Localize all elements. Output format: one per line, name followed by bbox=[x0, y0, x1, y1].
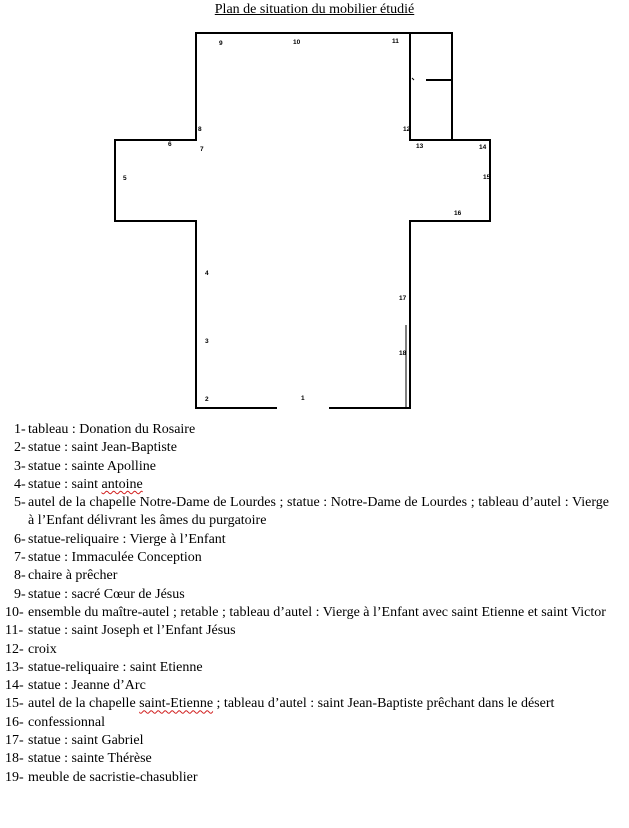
marker-13: 13 bbox=[416, 143, 424, 150]
marker-3: 3 bbox=[205, 338, 209, 345]
legend-item: 3- statue : sainte Apolline bbox=[14, 458, 156, 474]
legend-list bbox=[0, 421, 629, 787]
marker-4: 4 bbox=[205, 270, 209, 277]
legend-item: 10- ensemble du maître-autel ; retable ; tableau d’autel : Vierge à l’Enfant avec saint Etienne et saint Victor bbox=[5, 604, 606, 620]
legend-item: 12- croix bbox=[5, 641, 57, 657]
sacristy-annex bbox=[410, 33, 452, 140]
marker-10: 10 bbox=[293, 39, 301, 46]
legend-item: 14- statue : Jeanne d’Arc bbox=[5, 678, 146, 694]
marker-8: 8 bbox=[198, 126, 202, 133]
sacristy-door-tick bbox=[412, 78, 414, 80]
legend-item: 15- autel de la chapelle saint-Etienne ; tableau d’autel : saint Jean-Baptiste prêchant dans le désert bbox=[5, 696, 555, 712]
marker-17: 17 bbox=[399, 295, 407, 302]
legend-item: 1- tableau : Donation du Rosaire bbox=[14, 422, 196, 437]
spellcheck-flagged-word: antoine bbox=[101, 476, 143, 492]
marker-2: 2 bbox=[205, 396, 209, 403]
legend-item: 13- statue-reliquaire : saint Etienne bbox=[5, 659, 203, 675]
marker-16: 16 bbox=[454, 210, 462, 217]
marker-6: 6 bbox=[168, 141, 172, 148]
spellcheck-flagged-word: saint-Etienne bbox=[139, 696, 214, 712]
church-outline bbox=[115, 33, 490, 408]
legend-item: 18- statue : sainte Thérèse bbox=[5, 751, 152, 767]
legend-item: 11- statue : saint Joseph et l’Enfant Jésus bbox=[5, 623, 236, 639]
marker-1: 1 bbox=[301, 395, 305, 402]
marker-14: 14 bbox=[479, 144, 487, 151]
legend-item: 9- statue : sacré Cœur de Jésus bbox=[14, 586, 185, 602]
legend-item: 7- statue : Immaculée Conception bbox=[14, 550, 202, 566]
marker-12: 12 bbox=[403, 126, 411, 133]
legend-item: 4- statue : saint antoine bbox=[14, 476, 143, 492]
marker-9: 9 bbox=[219, 40, 223, 47]
legend-item: 5- autel de la chapelle Notre-Dame de Lourdes ; statue : Notre-Dame de Lourdes ; tableau d’autel : Vierge à l’Enfant délivrant les âmes du purgatoire bbox=[14, 495, 609, 529]
legend-item: 8- chaire à prêcher bbox=[14, 568, 118, 584]
marker-18: 18 bbox=[399, 350, 407, 357]
legend-item: 17- statue : saint Gabriel bbox=[5, 733, 144, 749]
legend-item: 16- confessionnal bbox=[5, 714, 105, 730]
marker-5: 5 bbox=[123, 175, 127, 182]
page-title: Plan de situation du mobilier étudié bbox=[214, 2, 415, 17]
marker-11: 11 bbox=[392, 38, 399, 45]
legend-item: 2- statue : saint Jean-Baptiste bbox=[14, 440, 177, 456]
legend-item: 6- statue-reliquaire : Vierge à l’Enfant bbox=[14, 531, 226, 547]
legend-item: 19- meuble de sacristie-chasublier bbox=[5, 769, 198, 785]
marker-7: 7 bbox=[200, 146, 204, 153]
marker-15: 15 bbox=[483, 174, 491, 181]
